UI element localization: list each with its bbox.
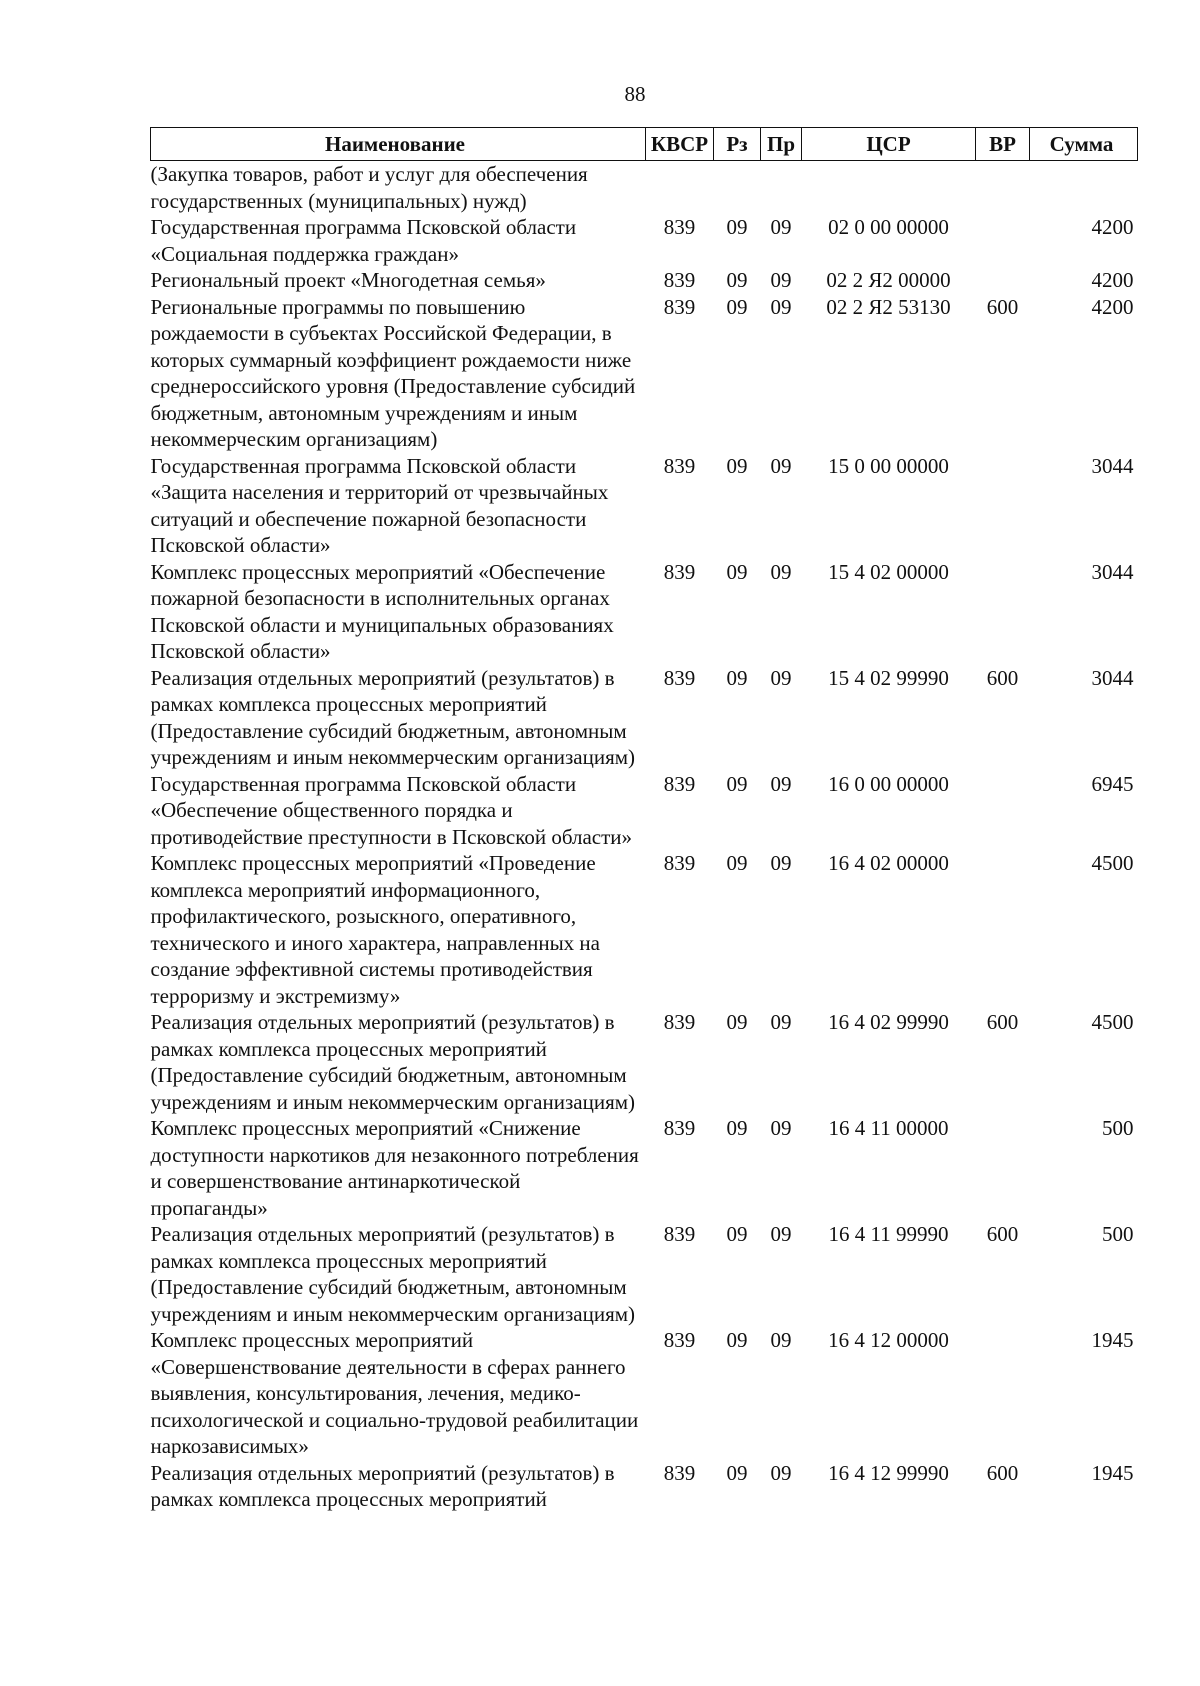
header-rz: Рз bbox=[714, 128, 761, 161]
cell-vr bbox=[976, 771, 1030, 851]
cell-name: Государственная программа Псковской области «Социальная поддержка граждан» bbox=[150, 215, 577, 266]
table-row bbox=[151, 1460, 1138, 1513]
header-csr: ЦСР bbox=[802, 128, 976, 161]
cell-sum: 4200 bbox=[1091, 268, 1134, 292]
cell-kvsr: 839 bbox=[663, 1010, 696, 1034]
table-row bbox=[151, 850, 1138, 1009]
cell-csr: 16 4 11 00000 bbox=[828, 1116, 949, 1140]
cell-csr: 16 4 11 99990 bbox=[828, 1222, 949, 1246]
cell-sum: 500 bbox=[1102, 1222, 1134, 1246]
cell-kvsr: 839 bbox=[663, 559, 696, 584]
table-row bbox=[151, 1115, 1138, 1221]
cell-rz: 09 bbox=[726, 1328, 748, 1352]
cell-csr: 02 2 Я2 00000 bbox=[826, 268, 951, 292]
header-sum: Сумма bbox=[1030, 128, 1138, 161]
cell-name: Государственная программа Псковской области «Обеспечение общественного порядка и противодействие преступности в Псковской области» bbox=[150, 771, 633, 849]
cell-sum: 1945 bbox=[1091, 1328, 1134, 1352]
header-name: Наименование bbox=[151, 128, 646, 161]
cell-name: Региональные программы по повышению рождаемости в субъектах Российской Федерации, в которых суммарный коэффициент рождаемости ниже среднероссийского уровня (Предоставление субсидий бюджетным, автономным учреждениям и иным некоммерческим организациям) bbox=[150, 294, 636, 451]
table-row bbox=[151, 294, 1138, 453]
cell-name: Комплекс процессных мероприятий «Проведение комплекса мероприятий информационного, профилактического, розыскного, оперативного, технического и иного характера, направленных на создание эффективной системы противодействия терроризму и экстремизму» bbox=[150, 851, 600, 1008]
cell-kvsr bbox=[646, 161, 714, 215]
cell-csr: 16 4 12 00000 bbox=[828, 1328, 949, 1352]
cell-vr bbox=[976, 559, 1030, 665]
cell-pr bbox=[761, 161, 802, 215]
cell-name: (Закупка товаров, работ и услуг для обеспечения государственных (муниципальных) нужд) bbox=[150, 162, 588, 213]
cell-kvsr: 839 bbox=[663, 1460, 696, 1485]
cell-rz: 09 bbox=[726, 559, 748, 584]
cell-rz bbox=[714, 161, 761, 215]
cell-sum bbox=[1030, 161, 1138, 215]
table-row bbox=[151, 771, 1138, 851]
cell-vr bbox=[976, 1327, 1030, 1460]
cell-rz: 09 bbox=[726, 771, 748, 796]
header-kvsr: КВСР bbox=[646, 128, 714, 161]
budget-table bbox=[150, 127, 1138, 1513]
cell-csr: 16 4 02 00000 bbox=[828, 851, 949, 875]
cell-csr: 02 2 Я2 53130 bbox=[826, 294, 951, 319]
cell-csr: 16 4 12 99990 bbox=[828, 1460, 949, 1485]
table-row bbox=[151, 161, 1138, 215]
table-row bbox=[151, 1009, 1138, 1115]
cell-csr: 02 0 00 00000 bbox=[828, 215, 949, 239]
cell-csr: 15 4 02 99990 bbox=[828, 665, 949, 690]
cell-kvsr: 839 bbox=[663, 215, 696, 239]
cell-sum: 500 bbox=[1102, 1116, 1134, 1140]
cell-pr: 09 bbox=[770, 1460, 792, 1485]
cell-csr bbox=[802, 161, 976, 215]
cell-name: Региональный проект «Многодетная семья» bbox=[150, 268, 546, 292]
cell-pr: 09 bbox=[770, 268, 792, 292]
table-row bbox=[151, 214, 1138, 267]
cell-rz: 09 bbox=[726, 268, 748, 292]
cell-vr: 600 bbox=[986, 1222, 1019, 1246]
cell-sum: 4500 bbox=[1091, 1010, 1134, 1034]
cell-vr bbox=[976, 850, 1030, 1009]
cell-sum: 3044 bbox=[1091, 453, 1134, 478]
table-row bbox=[151, 453, 1138, 559]
cell-name: Реализация отдельных мероприятий (результатов) в рамках комплекса процессных мероприятий bbox=[150, 1460, 615, 1511]
cell-vr: 600 bbox=[986, 1010, 1019, 1034]
cell-rz: 09 bbox=[726, 294, 748, 319]
cell-rz: 09 bbox=[726, 1116, 748, 1140]
cell-kvsr: 839 bbox=[663, 453, 696, 478]
table-row bbox=[151, 267, 1138, 294]
cell-name: Реализация отдельных мероприятий (результатов) в рамках комплекса процессных мероприятий (Предоставление субсидий бюджетным, автономным учреждениям и иным некоммерческим организациям) bbox=[150, 1010, 636, 1114]
cell-pr: 09 bbox=[770, 1328, 792, 1352]
cell-pr: 09 bbox=[770, 559, 792, 584]
cell-sum: 4500 bbox=[1091, 851, 1134, 875]
cell-sum: 3044 bbox=[1091, 559, 1134, 584]
cell-sum: 4200 bbox=[1091, 215, 1134, 239]
cell-vr bbox=[976, 1115, 1030, 1221]
table-row bbox=[151, 1221, 1138, 1327]
cell-kvsr: 839 bbox=[663, 851, 696, 875]
cell-kvsr: 839 bbox=[663, 1328, 696, 1352]
cell-csr: 15 4 02 00000 bbox=[828, 559, 949, 584]
cell-vr bbox=[976, 267, 1030, 294]
cell-kvsr: 839 bbox=[663, 665, 696, 690]
cell-name: Комплекс процессных мероприятий «Снижение доступности наркотиков для незаконного потребления и совершенствование антинаркотической пропаганды» bbox=[150, 1116, 639, 1220]
cell-rz: 09 bbox=[726, 215, 748, 239]
cell-rz: 09 bbox=[726, 665, 748, 690]
cell-pr: 09 bbox=[770, 294, 792, 319]
cell-pr: 09 bbox=[770, 665, 792, 690]
cell-kvsr: 839 bbox=[663, 1222, 696, 1246]
cell-kvsr: 839 bbox=[663, 771, 696, 796]
cell-vr bbox=[976, 161, 1030, 215]
cell-rz: 09 bbox=[726, 1222, 748, 1246]
header-pr: Пр bbox=[761, 128, 802, 161]
cell-rz: 09 bbox=[726, 453, 748, 478]
cell-pr: 09 bbox=[770, 215, 792, 239]
cell-csr: 15 0 00 00000 bbox=[828, 453, 949, 478]
cell-kvsr: 839 bbox=[663, 268, 696, 292]
cell-kvsr: 839 bbox=[663, 1116, 696, 1140]
cell-vr bbox=[976, 214, 1030, 267]
cell-kvsr: 839 bbox=[663, 294, 696, 319]
cell-name: Реализация отдельных мероприятий (результатов) в рамках комплекса процессных мероприятий (Предоставление субсидий бюджетным, автономным учреждениям и иным некоммерческим организациям) bbox=[150, 665, 636, 769]
cell-sum: 3044 bbox=[1091, 665, 1134, 690]
cell-pr: 09 bbox=[770, 1222, 792, 1246]
cell-pr: 09 bbox=[770, 771, 792, 796]
table-row bbox=[151, 665, 1138, 771]
cell-rz: 09 bbox=[726, 1010, 748, 1034]
cell-sum: 1945 bbox=[1091, 1460, 1134, 1485]
cell-rz: 09 bbox=[726, 1460, 748, 1485]
cell-vr: 600 bbox=[986, 1460, 1019, 1485]
header-vr: ВР bbox=[976, 128, 1030, 161]
page-number: 88 bbox=[624, 82, 646, 106]
cell-name: Государственная программа Псковской области «Защита населения и территорий от чрезвычайных ситуаций и обеспечение пожарной безопасности Псковской области» bbox=[150, 453, 609, 557]
cell-vr bbox=[976, 453, 1030, 559]
cell-sum: 6945 bbox=[1091, 771, 1134, 796]
table-row bbox=[151, 1327, 1138, 1460]
cell-sum: 4200 bbox=[1091, 294, 1134, 319]
cell-vr: 600 bbox=[986, 294, 1019, 319]
cell-pr: 09 bbox=[770, 1116, 792, 1140]
table-header-row bbox=[151, 128, 1138, 161]
cell-pr: 09 bbox=[770, 1010, 792, 1034]
cell-pr: 09 bbox=[770, 851, 792, 875]
cell-name: Комплекс процессных мероприятий «Обеспечение пожарной безопасности в исполнительных органах Псковской области и муниципальных образованиях Псковской области» bbox=[150, 559, 614, 663]
cell-csr: 16 0 00 00000 bbox=[828, 771, 949, 796]
cell-pr: 09 bbox=[770, 453, 792, 478]
cell-csr: 16 4 02 99990 bbox=[828, 1010, 949, 1034]
cell-name: Комплекс процессных мероприятий «Совершенствование деятельности в сферах раннего выявления, консультирования, лечения, медико-психологической и социально-трудовой реабилитации наркозависимых» bbox=[150, 1328, 639, 1458]
cell-vr: 600 bbox=[986, 665, 1019, 690]
table-row bbox=[151, 559, 1138, 665]
cell-name: Реализация отдельных мероприятий (результатов) в рамках комплекса процессных мероприятий (Предоставление субсидий бюджетным, автономным учреждениям и иным некоммерческим организациям) bbox=[150, 1222, 636, 1326]
cell-rz: 09 bbox=[726, 851, 748, 875]
